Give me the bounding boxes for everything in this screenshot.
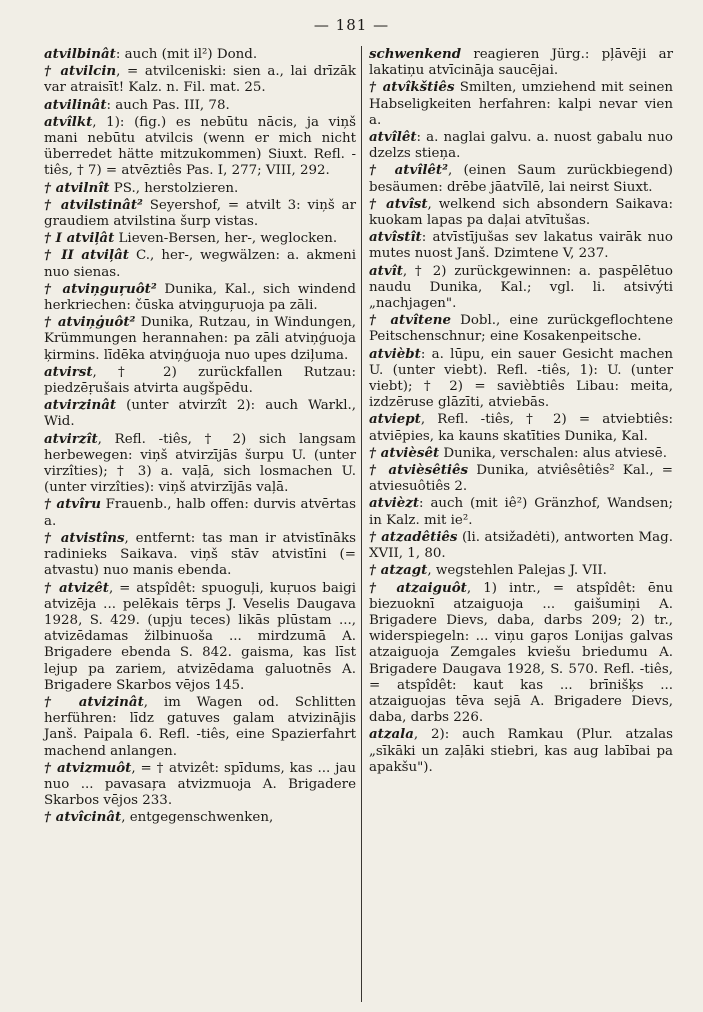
dictionary-entry: † atvîtene Dobl., eine zurückgeflochtene Peitschenschnur; eine Kosakenpeitsche. [369,312,674,345]
dictionary-entry: † I atviļât Lieven-Bersen, her-, weglocken. [44,230,338,247]
headword: † atvilstinât² [44,196,143,213]
headword: † atvîcinât [44,809,122,826]
dictionary-entry: atvilinât: auch Pas. III, 78. [44,96,230,113]
column-divider [361,46,362,1002]
headword: † atvilnît [44,179,110,196]
headword: † atvîlêt² [369,162,448,179]
dictionary-entry: † atvizinât, im Wagen od. Schlitten herführen: līdz gatuves galam atvizinājis Janš. Paipala 6. Refl. -tiês, eine Spazierfahrt machend anlangen. [44,693,356,759]
dictionary-entry: atvîlêt: a. naglai galvu. a. nuost gabalu nuo dzelzs stieņa. [369,129,673,162]
headword: † atzagt [369,562,428,579]
headword: atvirst [44,363,93,380]
dictionary-entry: † atvîru Frauenb., halb offen: durvis atvērtas a. [44,496,356,529]
headword: atvît [369,262,403,279]
headword: † atvistîns [44,529,125,546]
headword: atvirzît [44,430,98,447]
dictionary-entry: atvît, † 2) zurückgewinnen: a. paspēlētuo naudu Dunika, Kal.; vgl. li. atsivýti „nachjagen". [369,262,673,312]
headword: † atvizmuôt [44,759,132,776]
headword: atvilbinât [44,46,116,62]
dictionary-entry: atvîstît: atvīstījušas sev lakatus vairāk nuo mutes nuost Janš. Dzimtene V, 237. [369,229,673,262]
headword: † atvîtene [369,312,452,329]
dictionary-entry: atvîlkt, 1): (fig.) es nebūtu nācis, ja viņš mani nebūtu atvilcis (wenn er mich nicht überredet hätte mitzukommen) Siuxt. Refl. -tiês, † 7) = atvēztiês Pas. I, 277; VIII, 292. [44,113,356,179]
left-column [44,46,356,827]
headword: † atviņguŗuôt² [44,280,157,297]
dictionary-entry: atvirzît, Refl. -tiês, † 2) sich langsam herbewegen: viņš atvirzījās šurpu U. (unter virzîties); † 3) a. vaļā, sich losmachen U. (unter virzîties): viņš atvirzījās vaļā. [44,430,356,496]
dictionary-entry: † atvièsêtiês Dunika, atviêsêtiês² Kal., = atviesuôtiês 2. [369,462,673,495]
dictionary-entry: † atviņġuôt² Dunika, Rutzau, in Windungen, Krümmungen herannahen: pa zāli atviņģuoja ķirmins. līdēka atviņģuoja nuo upes dziļuma. [44,314,356,363]
dictionary-entry: † atvilnît PS., herstolzieren. [44,179,239,196]
dictionary-entry: † atvièsêt Dunika, verschalen: alus atviesē. [369,444,667,461]
dictionary-entry: † atvizmuôt, = † atvizêt: spīdums, kas ... jau nuo ... pavasaŗa atvizmuoja A. Brigadere Skarbos vējos 233. [44,759,356,809]
headword: † atvièsêt [369,444,440,461]
headword: † atvîru [44,496,101,513]
dictionary-entry: † atzaiguôt, 1) intr., = atspîdêt: ēnu biezuoknī atzaiguoja ... gaišumiņi A. Brigadere Dievs, daba, darbs 209; 2) tr., widerspiegeln: ... viņu gaŗos Lonijas galvas atzaiguoja Zemgales kviešu briedumu A. Brigadere Daugava 1928, S. 570. Refl. -tiês, = atspîdêt: kaut kas ... brīnišķs ... atzaiguojas tēva sejā A. Brigadere Dievs, daba, darbs 226. [369,579,673,726]
dictionary-entry: † atvilcin, = atvilceniski: sien a., lai drīzāk var atraisīt! Kalz. n. Fil. mat. 25. [44,63,356,96]
headword: atvièzt [369,495,420,512]
dictionary-entry: atvilbinât: auch (mit il²) Dond. [44,46,258,62]
headword: † I atviļât [44,230,115,247]
dictionary-entry: † atvîlêt², (einen Saum zurückbiegend) besäumen: drēbe jāatvīlē, lai neirst Siuxt. [369,162,673,195]
headword: atviept [369,411,421,428]
dictionary-entry: † atvîcinât, entgegenschwenken, [44,809,274,826]
headword: † atvièsêtiês [369,462,469,479]
dictionary-entry: † atvîst, welkend sich absondern Saikava: kuokam lapas pa daļai atvītušas. [369,195,673,229]
dictionary-entry: † atvistîns, entfernt: tas man ir atvistīnāks radinieks Saikava. viņš stāv atvistīni (= atvastu) nuo manis ebenda. [44,529,356,579]
right-column [369,46,673,776]
dictionary-entry: † II atviļât C., her-, wegwälzen: a. akmeni nuo sienas. [44,247,356,280]
dictionary-entry: † atviņguŗuôt² Dunika, Kal., sich windend herkriechen: čūska atviņguŗuoja pa zāli. [44,280,356,314]
headword: † atvizêt [44,579,109,596]
headword: † II atviļât [44,247,129,264]
dictionary-entry: atvirzinât (unter atvirzît 2): auch Warkl., Wid. [44,397,356,430]
headword: † atvîkštiês [369,79,455,96]
dictionary-entry: † atvîkštiês Smilten, umziehend mit seinen Habseligkeiten herfahren: kalpi nevar vien a. [369,79,673,128]
dictionary-entry: † atzadêtiês (li. atsižadėti), antworten Mag. XVII, 1, 80. [369,528,673,562]
dictionary-entry: † atvilstinât² Seyershof, = atvilt 3: viņš ar graudiem atvilstina šurp vistas. [44,196,356,230]
headword: atzala [369,726,414,743]
headword: atvîstît [369,229,422,246]
dictionary-entry: schwenkend reagieren Jürg.: pļāvēji ar lakatiņu atvīcināja saucējai. [369,46,673,79]
headword: schwenkend [369,46,462,62]
headword: atvîlkt [44,113,93,130]
dictionary-entry: † atvizêt, = atspîdêt: spuoguļi, kuṛuos baigi atvizēja ... pelēkais tērps J. Veselis Daugava 1928, S. 429. (upju teces) likās plūstam ..., atvizēdamas žilbinuoša ... mirdzumā A. Brigadere ebenda S. 842. gaisma, kas līst lejup pa zariem, atvizēdama galuotnēs A. Brigadere Skarbos vējos 145. [44,579,357,693]
headword: † atvilcin [44,63,117,80]
headword: atvilinât [44,96,107,113]
dictionary-entry: atvièbt: a. lūpu, ein sauer Gesicht machen U. (unter viebt). Refl. -tiês, 1): U. (unter viebt); † 2) = savièbtiês Libau: meita, izdzēruse glāzīti, atviebās. [369,345,673,411]
dictionary-entry: atzala, 2): auch Ramkau (Plur. atzalas „sīkāki un zaļāki stiebri, kas aug labībai pa apakšu"). [369,726,673,775]
headword: † atzadêtiês [369,528,458,545]
page-number: — 181 — [313,16,390,34]
headword: atvirzinât [44,397,117,414]
headword: † atviņġuôt² [44,314,136,331]
dictionary-entry: atvirst, † 2) zurückfallen Rutzau: piedzēṛušais atvirta augšpēdu. [44,363,356,397]
headword: atvièbt [369,345,421,362]
dictionary-entry: atviept, Refl. -tiês, † 2) = atviebtiês: atviēpies, ka kauns skatīties Dunika, Kal. [369,411,673,444]
headword: † atzaiguôt [369,579,467,596]
dictionary-entry: † atzagt, wegstehlen Palejas J. VII. [369,562,607,579]
headword: atvîlêt [369,129,417,146]
dictionary-entry: atvièzt: auch (mit iê²) Gränzhof, Wandsen; in Kalz. mit ie². [369,495,673,528]
headword: † atvîst [369,195,428,212]
headword: † atvizinât [44,693,144,710]
